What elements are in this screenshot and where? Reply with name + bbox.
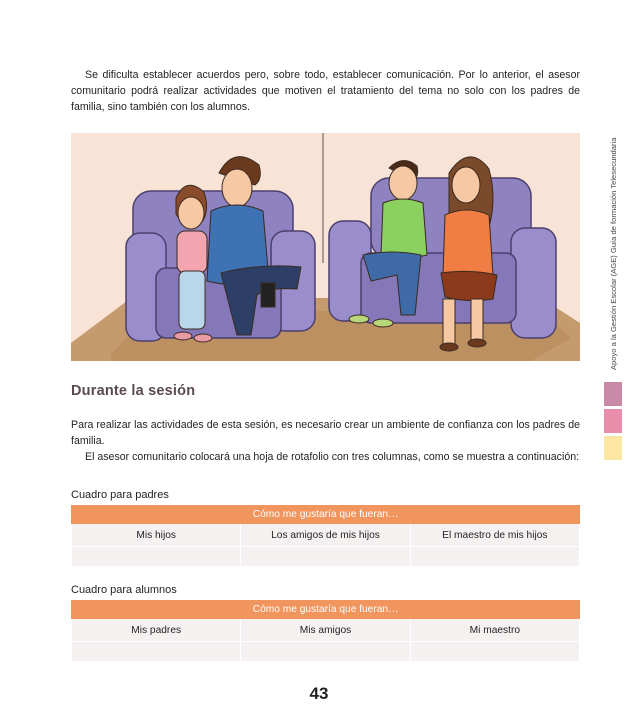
- intro-paragraph: [71, 67, 580, 115]
- table-cell: [72, 642, 241, 662]
- section-tab-yellow: [604, 436, 622, 460]
- table-cell: [241, 547, 410, 567]
- section-tab-purple: [604, 382, 622, 406]
- students-table: [71, 600, 580, 662]
- table-column-label: El maestro de mis hijos: [410, 524, 579, 547]
- table-cell: [410, 547, 579, 567]
- table-cell: [241, 642, 410, 662]
- running-side-title: [609, 137, 638, 370]
- section-heading: Durante la sesión: [71, 383, 196, 399]
- section-tab-pink: [604, 409, 622, 433]
- table-column-label: Mi maestro: [410, 619, 579, 642]
- session-text-2: El asesor comunitario colocará una hoja de rotafolio con tres columnas, como se muestra a continuación:: [85, 451, 580, 463]
- family-illustration: [71, 133, 580, 361]
- session-paragraph: [71, 417, 580, 465]
- table-header: Cómo me gustaría que fueran…: [72, 506, 580, 524]
- table-column-label: Los amigos de mis hijos: [241, 524, 410, 547]
- table-caption-parents: Cuadro para padres: [71, 489, 169, 501]
- table-column-label: Mis amigos: [241, 619, 410, 642]
- table-column-label: Mis hijos: [72, 524, 241, 547]
- page-number: 43: [309, 684, 329, 703]
- intro-text: Se dificulta establecer acuerdos pero, sobre todo, establecer comunicación. Por lo anterior, el asesor comunitario podrá realizar actividades que motiven el tratamiento del tema no solo con los padres de familia, sino también con los alumnos.: [71, 69, 580, 113]
- parents-table: [71, 505, 580, 567]
- table-column-label: Mis padres: [72, 619, 241, 642]
- table-header: Cómo me gustaría que fueran…: [72, 601, 580, 619]
- session-text-1: Para realizar las actividades de esta sesión, es necesario crear un ambiente de confianza con los padres de familia.: [71, 419, 580, 447]
- table-caption-students: Cuadro para alumnos: [71, 584, 177, 596]
- table-cell: [410, 642, 579, 662]
- side-title-text: Apoyo a la Gestión Escolar (AGE) Guía de formación Telesecundaria: [609, 137, 618, 370]
- table-cell: [72, 547, 241, 567]
